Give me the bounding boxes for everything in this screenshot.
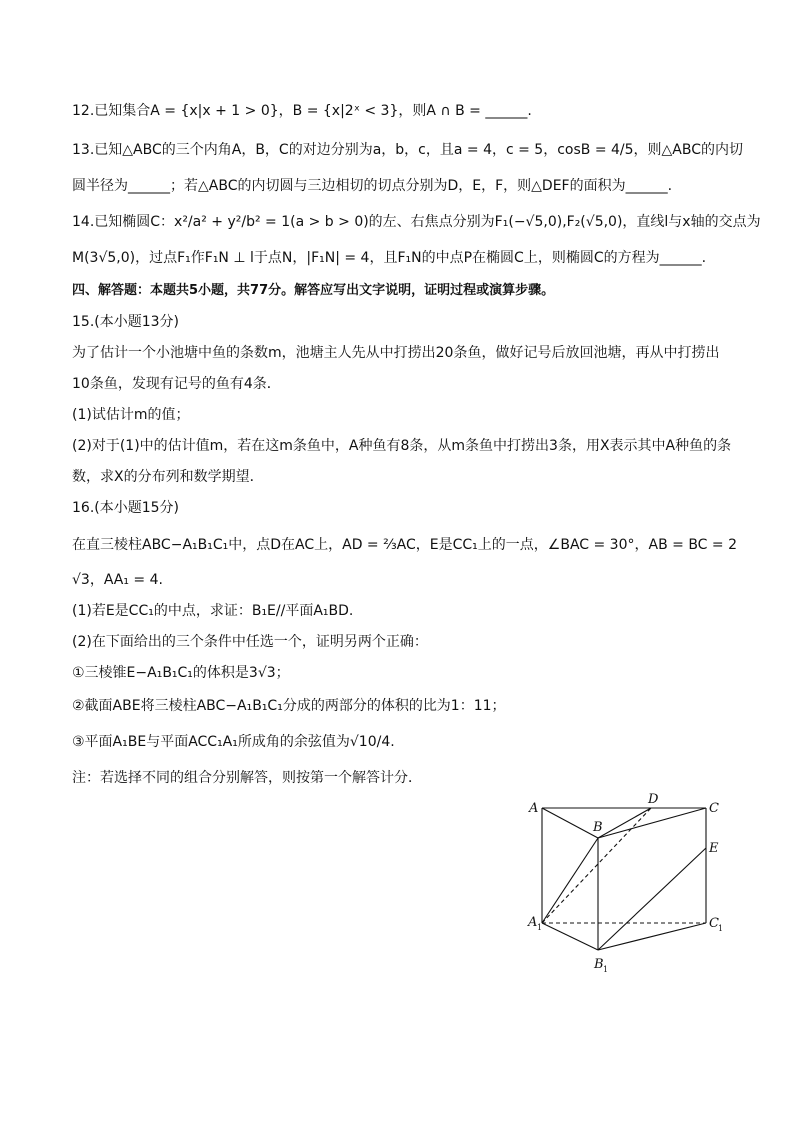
problem-15-part-1: (1)试估计m的值； (72, 407, 190, 423)
problem-14-line-1: 14.已知椭圆C：x²/a² + y²/b² = 1(a > b > 0)的左、右焦点分别为F₁(−√5,0),F₂(√5,0)，直线l与x轴的交点为 (72, 214, 761, 230)
label-D: D (648, 792, 659, 807)
segment-A1B (542, 838, 598, 923)
condition-2: ②截面ABE将三棱柱ABC−A₁B₁C₁分成的两部分的体积的比为1：11； (72, 698, 506, 714)
label-B: B (593, 820, 603, 835)
problem-13-line-1: 13.已知△ABC的三个内角A，B，C的对边分别为a，b，c，且a = 4，c = 5，cosB = 4/5，则△ABC的内切 (72, 142, 744, 158)
edge-BC (598, 808, 706, 838)
label-A1-sub: 1 (537, 923, 543, 932)
problem-16-header: 16.(本小题15分) (72, 500, 180, 516)
edge-AB (542, 808, 598, 838)
problem-13-line-2: 圆半径为______；若△ABC的内切圆与三边相切的切点分别为D，E，F，则△DEF的面积为______. (72, 178, 673, 194)
problem-15-part-2-line-1: (2)对于(1)中的估计值m，若在这m条鱼中，A种鱼有8条，从m条鱼中打捞出3条，用X表示其中A种鱼的条 (72, 438, 732, 454)
segment-B1E (598, 848, 706, 950)
problem-16-part-1: (1)若E是CC₁的中点，求证：B₁E//平面A₁BD. (72, 603, 354, 619)
label-B1: B (594, 957, 604, 972)
label-A: A (529, 801, 539, 816)
problem-15-line-2: 10条鱼，发现有记号的鱼有4条． (72, 376, 281, 392)
edge-B1C1 (598, 923, 706, 950)
problem-15-line-1: 为了估计一个小池塘中鱼的条数m，池塘主人先从中打捞出20条鱼，做好记号后放回池塘，再从中打捞出 (72, 345, 720, 361)
problem-16-part-2: (2)在下面给出的三个条件中任选一个，证明另两个正确： (72, 634, 428, 650)
label-C: C (709, 801, 719, 816)
label-C1-sub: 1 (718, 924, 724, 933)
problem-12: 12.已知集合A = {x|x + 1 > 0}，B = {x|2ˣ < 3}，则A ∩ B = ______. (72, 103, 532, 119)
prism-figure (520, 790, 740, 985)
label-C1: C (709, 916, 719, 931)
edge-A1B1 (542, 923, 598, 950)
problem-14-line-2: M(3√5,0)，过点F₁作F₁N ⊥ l于点N，|F₁N| = 4，且F₁N的中点P在椭圆C上，则椭圆C的方程为______. (72, 250, 707, 266)
problem-15-header: 15.(本小题13分) (72, 314, 180, 330)
label-B1-sub: 1 (603, 965, 609, 974)
section-heading: 四、解答题：本题共5小题，共77分。解答应写出文字说明，证明过程或演算步骤。 (72, 283, 555, 298)
condition-1: ①三棱锥E−A₁B₁C₁的体积是3√3； (72, 665, 290, 681)
problem-16-line-2: √3，AA₁ = 4. (72, 572, 163, 588)
label-A1: A (528, 915, 538, 930)
problem-15-part-2-line-2: 数，求X的分布列和数学期望． (72, 469, 264, 485)
condition-3: ③平面A₁BE与平面ACC₁A₁所成角的余弦值为√10/4. (72, 734, 395, 750)
note: 注：若选择不同的组合分别解答，则按第一个解答计分． (72, 770, 422, 786)
edge-BD (598, 808, 651, 838)
label-E: E (709, 841, 719, 856)
problem-16-line-1: 在直三棱柱ABC−A₁B₁C₁中，点D在AC上，AD = ⅔AC，E是CC₁上的一点，∠BAC = 30°，AB = BC = 2 (72, 537, 737, 553)
